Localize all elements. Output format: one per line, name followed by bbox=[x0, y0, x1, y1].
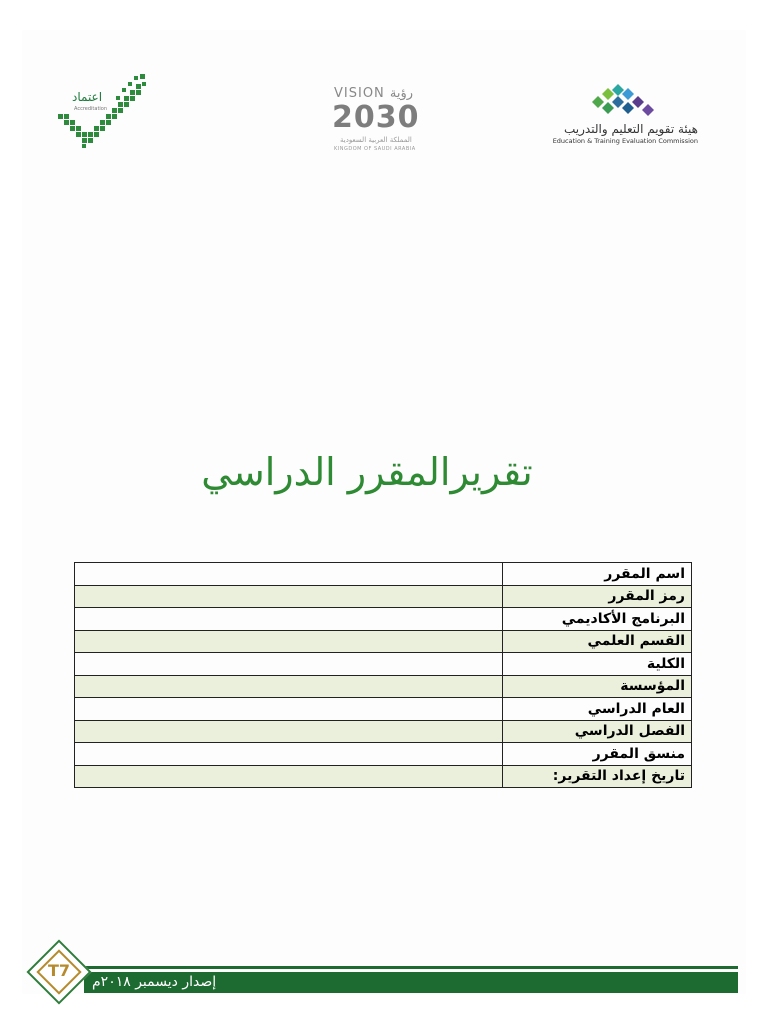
document-title: تقريرالمقرر الدراسي bbox=[201, 450, 533, 494]
etec-arabic-name: هيئة تقويم التعليم والتدريب bbox=[564, 122, 698, 136]
table-row bbox=[75, 765, 692, 788]
etimad-logo bbox=[56, 70, 148, 150]
row-label: العام الدراسي bbox=[503, 698, 692, 721]
etec-english-name: Education & Training Evaluation Commission bbox=[552, 137, 698, 145]
etec-logo bbox=[552, 82, 702, 148]
course-info-table bbox=[74, 562, 692, 788]
row-value[interactable] bbox=[75, 720, 503, 743]
table-row bbox=[75, 743, 692, 766]
etimad-wordmark: اعتماد bbox=[72, 90, 103, 104]
row-value[interactable] bbox=[75, 653, 503, 676]
table-row bbox=[75, 675, 692, 698]
table-row bbox=[75, 630, 692, 653]
row-value[interactable] bbox=[75, 675, 503, 698]
row-value[interactable] bbox=[75, 563, 503, 586]
vision-2030-logo bbox=[330, 86, 434, 154]
vision-english-caption: KINGDOM OF SAUDI ARABIA bbox=[334, 146, 416, 152]
table-row bbox=[75, 563, 692, 586]
table-row bbox=[75, 585, 692, 608]
row-label: الكلية bbox=[503, 653, 692, 676]
row-label: البرنامج الأكاديمي bbox=[503, 608, 692, 631]
row-label: المؤسسة bbox=[503, 675, 692, 698]
vision-year: 2030 bbox=[332, 100, 420, 135]
row-value[interactable] bbox=[75, 630, 503, 653]
vision-arabic-caption: المملكة العربية السعودية bbox=[340, 136, 412, 144]
document-page bbox=[22, 30, 746, 994]
row-value[interactable] bbox=[75, 585, 503, 608]
row-label: الفصل الدراسي bbox=[503, 720, 692, 743]
row-value[interactable] bbox=[75, 608, 503, 631]
table-row bbox=[75, 720, 692, 743]
page-number: T7 bbox=[47, 961, 71, 980]
row-label: رمز المقرر bbox=[503, 585, 692, 608]
table-row bbox=[75, 608, 692, 631]
table-row bbox=[75, 698, 692, 721]
etimad-subtext: Accreditation bbox=[74, 106, 108, 112]
row-label: القسم العلمي bbox=[503, 630, 692, 653]
row-label: اسم المقرر bbox=[503, 563, 692, 586]
row-value[interactable] bbox=[75, 698, 503, 721]
row-value[interactable] bbox=[75, 765, 503, 788]
table-row bbox=[75, 653, 692, 676]
row-label: تاريخ إعداد التقرير: bbox=[503, 765, 692, 788]
row-label: منسق المقرر bbox=[503, 743, 692, 766]
etec-diamonds-icon bbox=[552, 82, 702, 122]
row-value[interactable] bbox=[75, 743, 503, 766]
vision-label: VISION رؤية bbox=[334, 86, 414, 101]
footer-edition: إصدار ديسمبر ٢٠١٨م bbox=[92, 974, 217, 990]
footer-divider bbox=[84, 966, 738, 969]
